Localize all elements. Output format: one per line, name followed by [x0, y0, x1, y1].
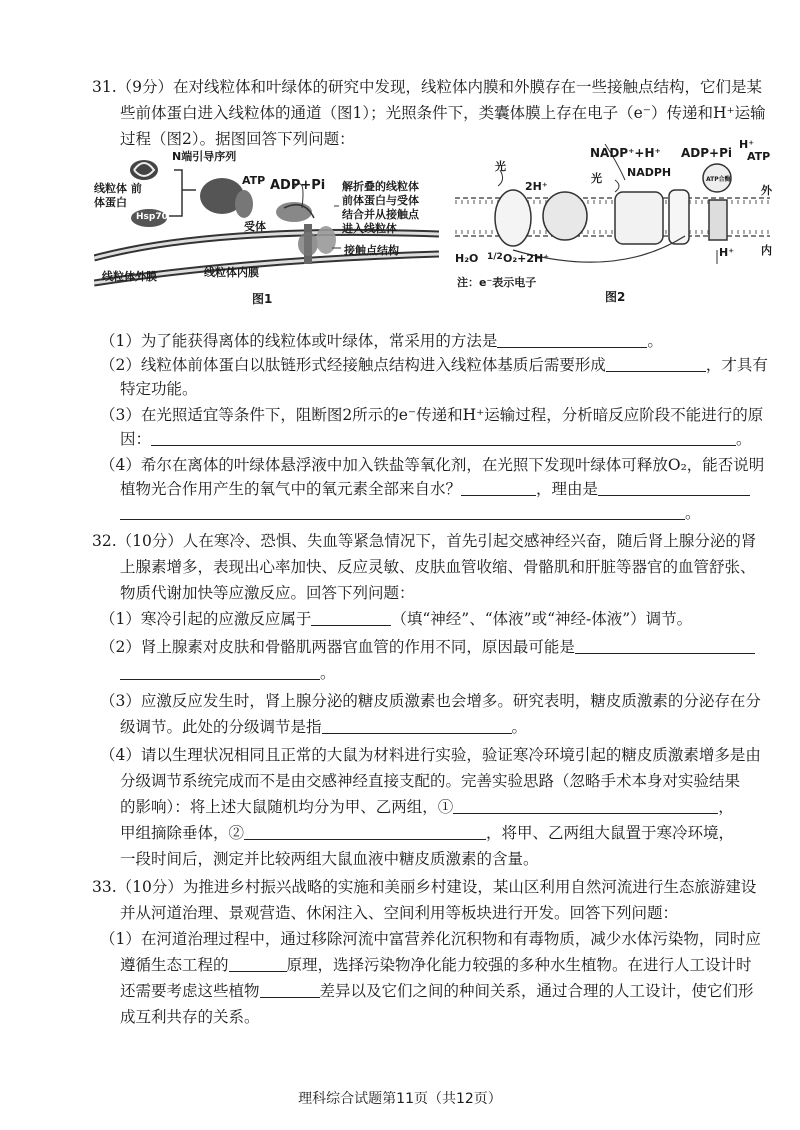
lbl-contact-structure: 接触点结构 [344, 244, 399, 257]
lbl-h-plus-bottom: H⁺ [719, 246, 735, 259]
q32-part-1 [100, 608, 692, 630]
lbl-unfold-line-1: 解折叠的线粒体 [342, 180, 419, 193]
q31-p3-prefix: 因： [120, 430, 152, 448]
q32-p2-blank-2[interactable] [120, 663, 320, 680]
q31-p3-blank[interactable] [151, 429, 736, 446]
q32-part-2 [100, 636, 755, 658]
q31-p1-text: （1）为了能获得离体的线粒体或叶绿体，常采用的方法是 [100, 332, 498, 350]
lbl-receptor: 受体 [244, 220, 266, 233]
psi-shape [615, 192, 663, 244]
q32-p1-text: （1）寒冷引起的应激反应属于 [100, 610, 312, 628]
q31-p2-text: （2）线粒体前体蛋白以肽链形式经接触点结构进入线粒体基质后需要形成 [100, 356, 606, 374]
q33-p1-blank-1[interactable] [229, 955, 287, 972]
q31-p4-blank-2[interactable] [598, 479, 750, 496]
q32-part-4-cont-2 [120, 796, 734, 818]
lbl-h2o: H₂O [455, 252, 479, 265]
q32-p3-end: 。 [511, 718, 528, 736]
q31-part-1 [100, 330, 663, 352]
q31-part-4-cont [120, 478, 750, 500]
q32-p4-blank-1[interactable] [453, 797, 718, 814]
q32-part-4-cont-1: 分级调节系统完成而不是由交感神经直接支配的。完善实验思路（忽略手术本身对实验结果 [120, 772, 741, 790]
lbl-unfold-line-3: 结合并从接触点 [342, 208, 419, 221]
q32-p2-end: 。 [320, 664, 336, 682]
lbl-hsp70: Hsp70 [136, 212, 168, 222]
q31-stem-line-3: 过程（图2）。据图回答下列问题： [120, 130, 355, 148]
q32-part-3-cont [120, 716, 527, 738]
q31-part-4: （4）希尔在离体的叶绿体悬浮液中加入铁盐等氧化剂，在光照下发现叶绿体可释放O₂，能否说明 [100, 456, 765, 474]
page-footer: 理科综合试题第11页（共12页） [298, 1091, 502, 1107]
lbl-atp-synthase: ATP合酶 [706, 176, 731, 183]
lbl-atp-fig2: ATP [747, 150, 771, 163]
q32-p4-step2-end: ，将甲、乙两组大鼠置于寒冷环境， [486, 824, 735, 842]
q31-p4-blank-1[interactable] [461, 479, 536, 496]
lbl-light-1: 光 [495, 160, 506, 173]
q33-part-1-cont-3: 成互利共存的关系。 [120, 1008, 260, 1026]
q32-part-2-cont [120, 662, 336, 684]
lbl-outer-membrane: 线粒体外膜 [102, 270, 157, 283]
q31-part-2 [100, 354, 768, 376]
lbl-inner-membrane: 线粒体内膜 [204, 266, 259, 279]
q31-p1-end: 。 [647, 332, 663, 350]
q32-p3-blank[interactable] [322, 717, 512, 734]
lbl-adp-pi-fig1: ADP+Pi [270, 178, 326, 193]
q33-part-1: （1）在河道治理过程中，通过移除河流中富营养化沉积物和有毒物质，减少水体污染物，同时应 [100, 930, 761, 948]
q32-part-4-cont-3 [120, 822, 734, 844]
q31-stem-line-1: 31.（9分）在对线粒体和叶绿体的研究中发现，线粒体内膜和外膜存在一些接触点结构，它们是某 [92, 78, 763, 96]
lbl-nadph: NADPH [627, 166, 672, 179]
q32-stem-line-3: 物质代谢加快等应激反应。回答下列问题： [120, 584, 415, 602]
lbl-nadp-plus: NADP⁺+H⁺ [590, 146, 661, 160]
q32-part-3: （3）应激反应发生时，肾上腺分泌的糖皮质激素也会增多。研究表明，糖皮质激素的分泌存在分 [100, 692, 761, 710]
q31-stem-line-2: 些前体蛋白进入线粒体的通道（图1）；光照条件下，类囊体膜上存在电子（e⁻）传递和H⁺运输 [120, 104, 766, 122]
q32-part-4: （4）请以生理状况相同且正常的大鼠为材料进行实验，验证寒冷环境引起的糖皮质激素增多是由 [100, 746, 761, 764]
q33-p1-blank-2[interactable] [260, 981, 320, 998]
lbl-electron-note: 注：e⁻表示电子 [457, 276, 537, 289]
q31-part-2-cont: 特定功能。 [120, 380, 198, 398]
q33-p1-text-c: 还需要考虑这些植物 [120, 982, 260, 1000]
lbl-h-plus-top: H⁺ [739, 138, 755, 151]
lbl-precursor-protein: 线粒体 前体蛋白 [94, 182, 142, 209]
q31-part-4-cont-2 [120, 502, 701, 524]
lbl-n-terminal-sequence: N端引导序列 [172, 150, 237, 163]
q33-p1-text-a: 遵循生态工程的 [120, 956, 229, 974]
psii-shape [495, 190, 531, 246]
lbl-unfold-line-2: 前体蛋白与受体 [342, 194, 419, 207]
lbl-unfold-line-4: 进入线粒体 [342, 222, 397, 235]
q31-p1-blank[interactable] [497, 331, 647, 348]
lbl-outside: 外 [761, 184, 772, 197]
q32-p4-step1-end: ， [718, 798, 734, 816]
q31-p3-end: 。 [736, 430, 752, 448]
q32-p4-step2-text: 甲组摘除垂体，② [120, 824, 245, 842]
q31-p2-blank[interactable] [606, 355, 706, 372]
q32-stem-line-2: 上腺素增多，表现出心率加快、反应灵敏、皮肤血管收缩、骨骼肌和肝脏等器官的血管舒张、 [120, 558, 756, 576]
q32-p2-blank-1[interactable] [575, 637, 755, 654]
figure-1-caption: 图1 [252, 292, 273, 306]
q31-p4-text: 植物光合作用产生的氧气中的氧元素全部来自水？ [120, 480, 462, 498]
q31-p4-end: 。 [685, 504, 701, 522]
lbl-inside: 内 [761, 244, 772, 257]
figure-2 [455, 140, 780, 308]
q32-p4-blank-2[interactable] [244, 823, 486, 840]
q31-p4-blank-3[interactable] [120, 503, 685, 520]
q32-p4-step1-text: 的影响）：将上述大鼠随机均分为甲、乙两组，① [120, 798, 454, 816]
q32-part-4-cont-4: 一段时间后，测定并比较两组大鼠血液中糖皮质激素的含量。 [120, 850, 539, 868]
q32-p1-blank[interactable] [311, 609, 391, 626]
q32-p3-text: 级调节。此处的分级调节是指 [120, 718, 322, 736]
lbl-2h-plus: 2H⁺ [525, 180, 548, 193]
q31-p4-reason-label: ，理由是 [536, 480, 599, 498]
q31-part-3-cont [120, 428, 752, 450]
q33-stem-line-2: 并从河道治理、景观营造、休闲注入、空间利用等板块进行开发。回答下列问题： [120, 904, 679, 922]
q33-part-1-cont-1 [120, 954, 752, 976]
q31-part-3: （3）在光照适宜等条件下，阻断图2所示的e⁻传递和H⁺运输过程，分析暗反应阶段不能进行的原 [100, 406, 764, 424]
lbl-atp-fig1: ATP [242, 174, 266, 187]
q33-p1-text-b: 原理，选择污染物净化能力较强的多种水生植物。在进行人工设计时 [286, 956, 752, 974]
q33-p1-text-d: 差异以及它们之间的种间关系，通过合理的人工设计，使它们形 [319, 982, 754, 1000]
q33-stem-line-1: 33.（10分）为推进乡村振兴战略的实施和美丽乡村建设，某山区利用自然河流进行生态旅游建设 [92, 878, 757, 896]
q33-part-1-cont-2 [120, 980, 754, 1002]
figure-1 [94, 148, 439, 308]
cytochrome-shape [543, 192, 587, 240]
lbl-half: 1/2 [487, 252, 503, 262]
atp-synthase-shape [709, 200, 727, 240]
lbl-adp-pi-fig2: ADP+Pi [681, 146, 733, 160]
q32-p1-text-b: （填“神经”、“体液”或“神经-体液”）调节。 [391, 610, 693, 628]
lbl-light-2: 光 [591, 172, 602, 185]
q32-stem-line-1: 32.（10分）人在寒冷、恐惧、失血等紧急情况下，首先引起交感神经兴奋，随后肾上腺分泌的肾 [92, 532, 757, 550]
lbl-o2-2h: O₂+2H⁺ [503, 252, 550, 265]
q31-p2-text-b: ，才具有 [705, 356, 768, 374]
figure-2-caption: 图2 [605, 290, 626, 304]
q32-p2-text: （2）肾上腺素对皮肤和骨骼肌两器官血管的作用不同，原因最可能是 [100, 638, 575, 656]
